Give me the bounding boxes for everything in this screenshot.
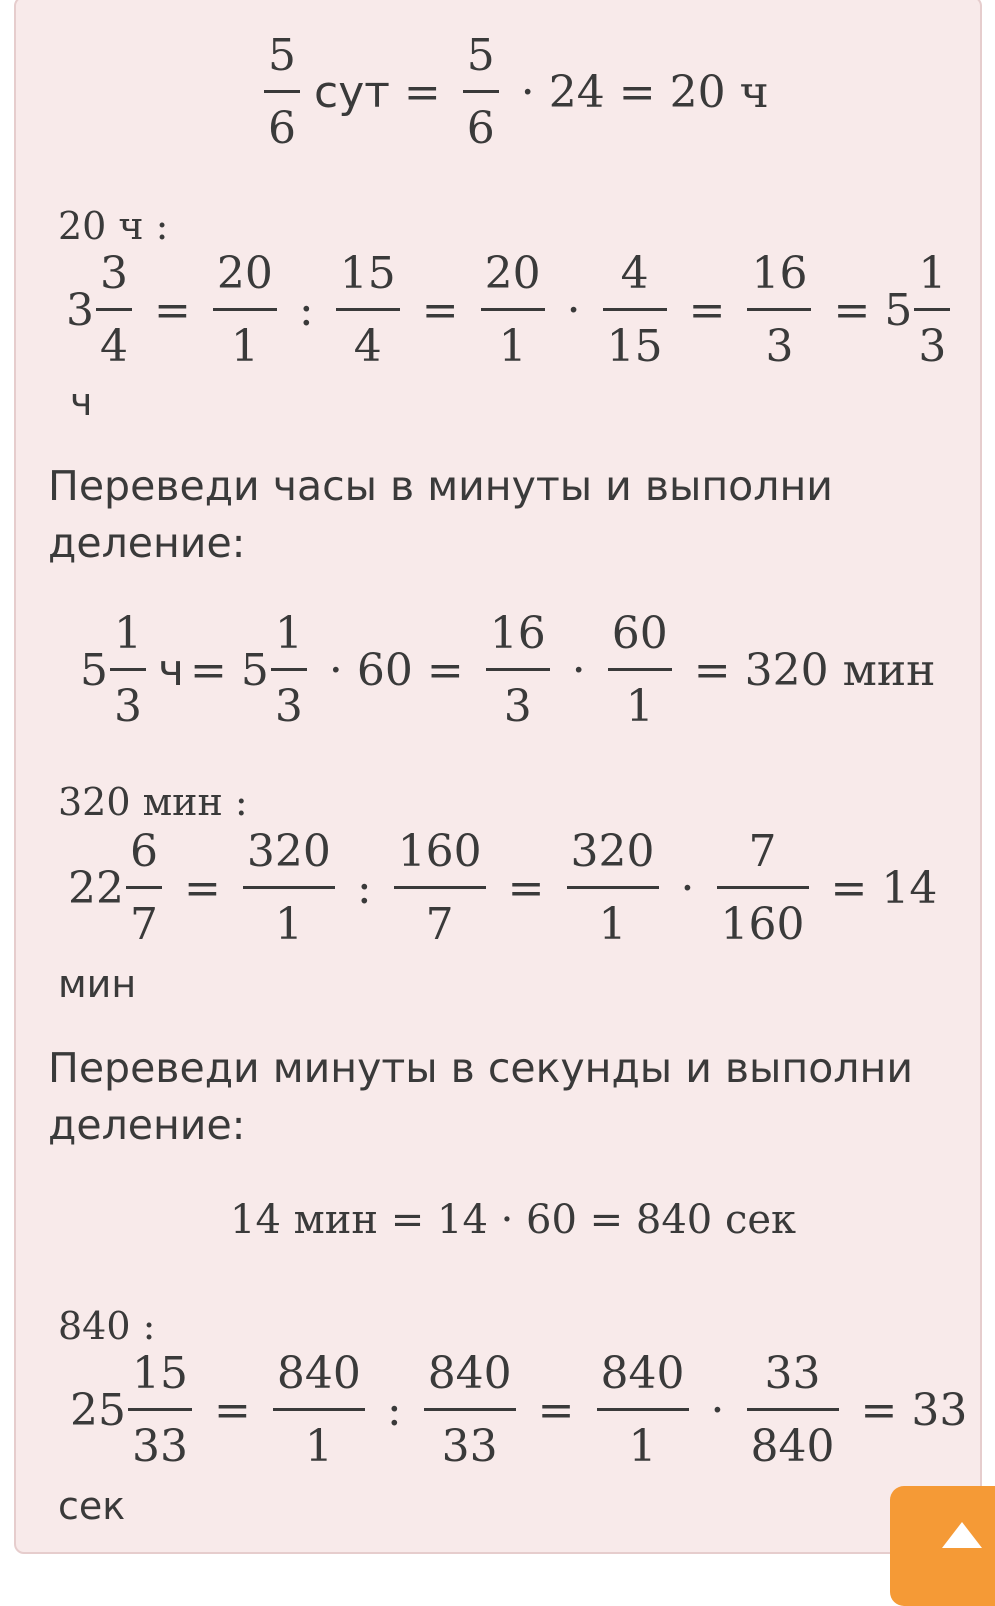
mixed-whole: 22: [68, 862, 124, 914]
multiply-sign: ·: [520, 66, 535, 118]
equals-sign: =: [184, 862, 221, 914]
unit-text: ч: [158, 644, 184, 696]
fraction-numerator: 7: [748, 826, 777, 877]
divide-sign: :: [356, 862, 372, 914]
fraction-numerator: 15: [132, 1348, 188, 1399]
fraction-denominator: 15: [606, 321, 663, 372]
fraction-numerator: 16: [751, 248, 808, 299]
multiply-sign: ·: [571, 644, 586, 696]
fraction-numerator: 6: [130, 826, 158, 877]
equals-sign: =: [693, 644, 731, 696]
equals-sign: =: [537, 1384, 575, 1436]
equation-hours-to-minutes: [80, 608, 936, 732]
fraction-numerator: 3: [100, 248, 128, 299]
result-value: 14: [881, 862, 938, 914]
fraction-denominator: 1: [274, 899, 303, 950]
result-value: 20 ч: [669, 66, 769, 118]
equals-sign: =: [190, 644, 227, 696]
fraction-numerator: 1: [274, 608, 303, 659]
equals-sign: =: [507, 862, 545, 914]
result-value: 33: [911, 1384, 968, 1436]
equals-sign: =: [688, 284, 726, 336]
division-label: 840 :: [58, 1304, 156, 1348]
fraction-numerator: 16: [489, 608, 546, 659]
fraction-denominator: 1: [628, 1421, 657, 1472]
fraction-numerator: 1: [918, 248, 947, 299]
fraction-numerator: 160: [397, 826, 482, 877]
fraction-numerator: 5: [466, 30, 495, 81]
fraction-numerator: 15: [339, 248, 396, 299]
equals-sign: =: [403, 66, 441, 118]
fraction-denominator: 1: [598, 899, 627, 950]
fraction-numerator: 60: [611, 608, 668, 659]
instruction-text: Переведи минуты в секунды и выполни деление:: [48, 1044, 913, 1150]
equals-sign: =: [214, 1384, 251, 1436]
multiply-sign: ·: [566, 284, 581, 336]
equation-days-to-hours: [256, 30, 769, 154]
divide-sign: :: [298, 284, 314, 336]
mixed-whole: 5: [884, 284, 913, 336]
multiply-sign: ·: [680, 862, 695, 914]
fraction-denominator: 3: [274, 681, 303, 732]
fraction-denominator: 33: [132, 1421, 188, 1472]
fraction-denominator: 33: [441, 1421, 498, 1472]
fraction-numerator: 320: [570, 826, 655, 877]
equals-sign: =: [154, 284, 191, 336]
instruction-text: Переведи часы в минуты и выполни деление:: [48, 462, 833, 568]
fraction-numerator: 33: [764, 1348, 821, 1399]
mixed-whole: 5: [240, 644, 269, 696]
fraction-numerator: 4: [620, 248, 649, 299]
fraction-denominator: 4: [353, 321, 382, 372]
fraction-numerator: 1: [114, 608, 142, 659]
equals-sign: =: [618, 66, 656, 118]
fraction-numerator: 840: [600, 1348, 685, 1399]
divide-sign: :: [386, 1384, 402, 1436]
equals-sign: =: [833, 284, 871, 336]
fraction-denominator: 3: [918, 321, 947, 372]
fraction-denominator: 840: [750, 1421, 835, 1472]
fraction-numerator: 840: [427, 1348, 512, 1399]
division-equation-minutes: [68, 826, 938, 950]
fraction-denominator: 3: [765, 321, 794, 372]
fraction-numerator: 5: [268, 30, 296, 81]
division-equation-seconds: [70, 1348, 968, 1472]
result-value: 320 мин: [744, 644, 936, 696]
fraction-denominator: 6: [268, 103, 296, 154]
multiply-sign: ·: [710, 1384, 725, 1436]
mixed-whole: 25: [70, 1384, 126, 1436]
equals-sign: =: [830, 862, 868, 914]
number: 60: [356, 644, 413, 696]
fraction-denominator: 6: [466, 103, 495, 154]
fraction-denominator: 7: [425, 899, 454, 950]
fraction-denominator: 1: [625, 681, 654, 732]
unit-text: мин: [58, 962, 137, 1006]
mixed-whole: 5: [80, 644, 108, 696]
fraction-numerator: 320: [246, 826, 331, 877]
unit-text: ч: [70, 380, 93, 424]
fraction-denominator: 1: [498, 321, 527, 372]
fraction-numerator: 20: [484, 248, 541, 299]
equation-minutes-to-seconds: [230, 1197, 797, 1243]
unit-text: сек: [58, 1484, 126, 1528]
equals-sign: =: [426, 644, 464, 696]
number: 24: [548, 66, 605, 118]
unit-text: сут: [314, 66, 390, 118]
fraction-denominator: 1: [230, 321, 259, 372]
fraction-denominator: 160: [720, 899, 805, 950]
mixed-whole: 3: [66, 284, 94, 336]
division-label: 320 мин :: [58, 780, 248, 824]
fraction-denominator: 3: [503, 681, 532, 732]
division-label: 20 ч :: [58, 204, 169, 248]
fraction-denominator: 1: [304, 1421, 333, 1472]
fraction-numerator: 840: [276, 1348, 361, 1399]
division-equation-hours: [66, 248, 958, 372]
chevron-up-icon: [942, 1522, 982, 1548]
scroll-up-button[interactable]: [890, 1486, 995, 1606]
fraction-numerator: 20: [216, 248, 273, 299]
fraction-denominator: 7: [130, 899, 158, 950]
equals-sign: =: [860, 1384, 898, 1436]
fraction-denominator: 3: [114, 681, 142, 732]
fraction-denominator: 4: [100, 321, 128, 372]
equation-text: 14 мин = 14 · 60 = 840 сек: [230, 1197, 797, 1243]
multiply-sign: ·: [328, 644, 343, 696]
equals-sign: =: [421, 284, 459, 336]
